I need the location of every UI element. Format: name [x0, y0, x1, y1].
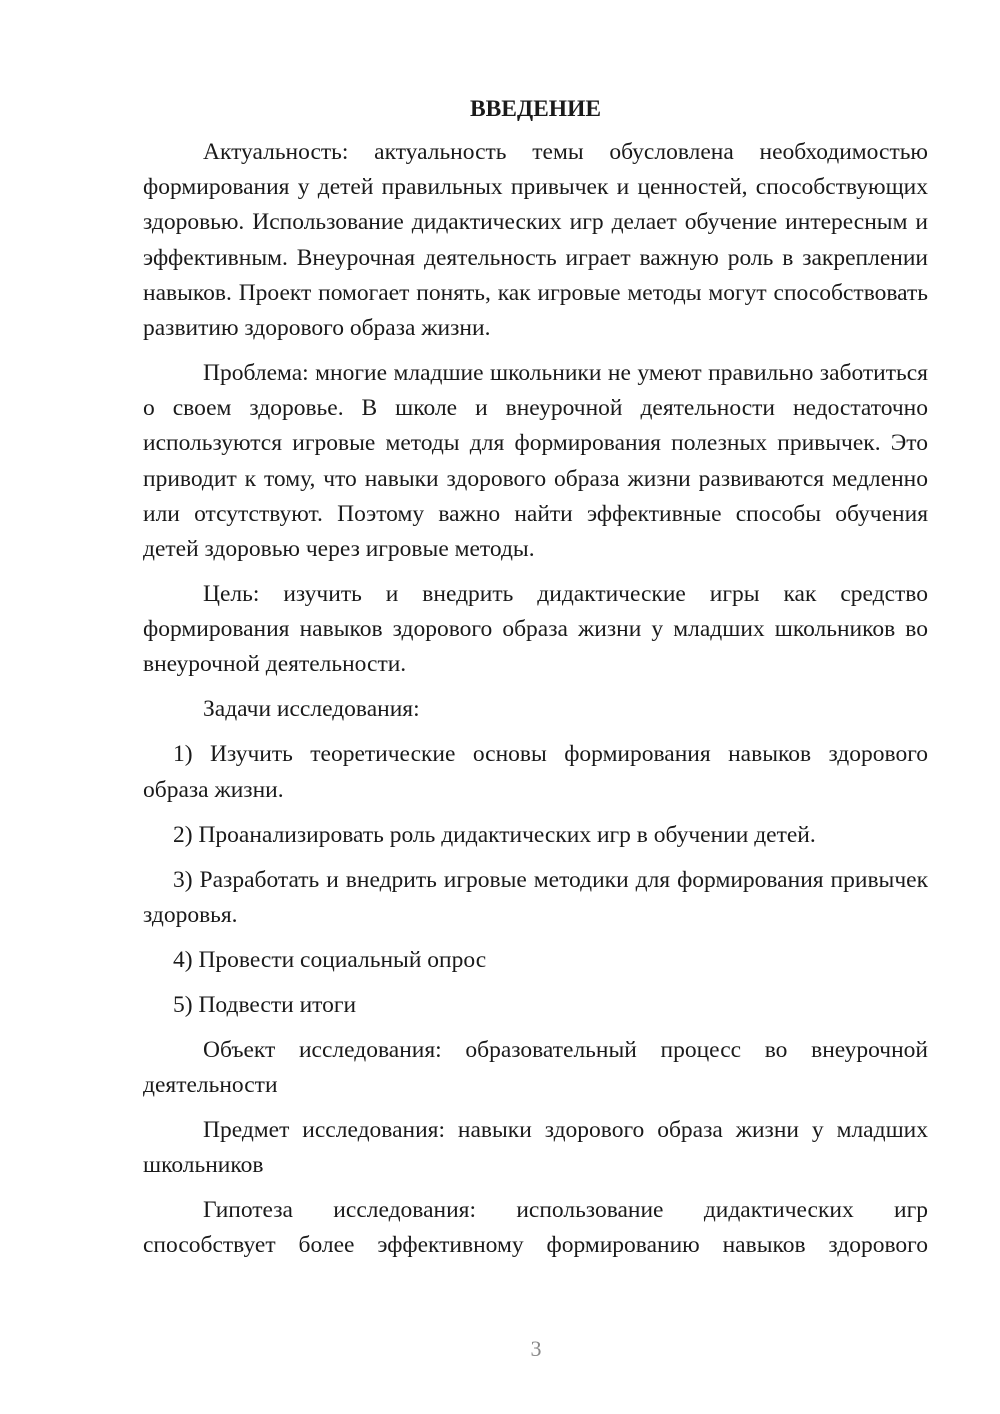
paragraph-relevance: Актуальность: актуальность темы обусловлена необходимостью формирования у детей правильных привычек и ценностей, способствующих здоровью. Использование дидактических игр делает обучение интересным и эффективным. Внеурочная деятельность играет важную роль в закреплении навыков. Проект помогает понять, как игровые методы могут способствовать развитию здорового образа жизни.	[143, 139, 928, 342]
paragraph-tasks-heading: Задачи исследования:	[203, 696, 420, 723]
page-number: 3	[530, 1336, 542, 1361]
paragraph-goal: Цель: изучить и внедрить дидактические игры как средство формирования навыков здорового образа жизни у младших школьников во внеурочной деятельности.	[143, 581, 928, 678]
task-item-3: 3) Разработать и внедрить игровые методики для формирования привычек здоровья.	[143, 866, 928, 928]
task-item-4: 4) Провести социальный опрос	[173, 946, 487, 973]
task-item-2: 2) Проанализировать роль дидактических игр в обучении детей.	[173, 821, 816, 848]
paragraph-problem: Проблема: многие младшие школьники не умеют правильно заботиться о своем здоровье. В школе и внеурочной деятельности недостаточно используются игровые методы для формирования полезных привычек. Это приводит к тому, что навыки здорового образа жизни развиваются медленно или отсутствуют. Поэтому важно найти эффективные способы обучения детей здоровью через игровые методы.	[143, 360, 928, 563]
task-item-1: 1) Изучить теоретические основы формирования навыков здорового образа жизни.	[143, 741, 928, 803]
paragraph-subject: Предмет исследования: навыки здорового образа жизни у младших школьников	[143, 1117, 928, 1179]
paragraph-hypothesis: Гипотеза исследования: использование дидактических игр способствует более эффективному формированию навыков здорового	[143, 1197, 928, 1259]
document-body	[143, 92, 928, 1264]
task-item-5: 5) Подвести итоги	[173, 991, 357, 1018]
section-title: ВВЕДЕНИЕ	[469, 96, 602, 122]
paragraph-object: Объект исследования: образовательный процесс во внеурочной деятельности	[143, 1036, 928, 1099]
